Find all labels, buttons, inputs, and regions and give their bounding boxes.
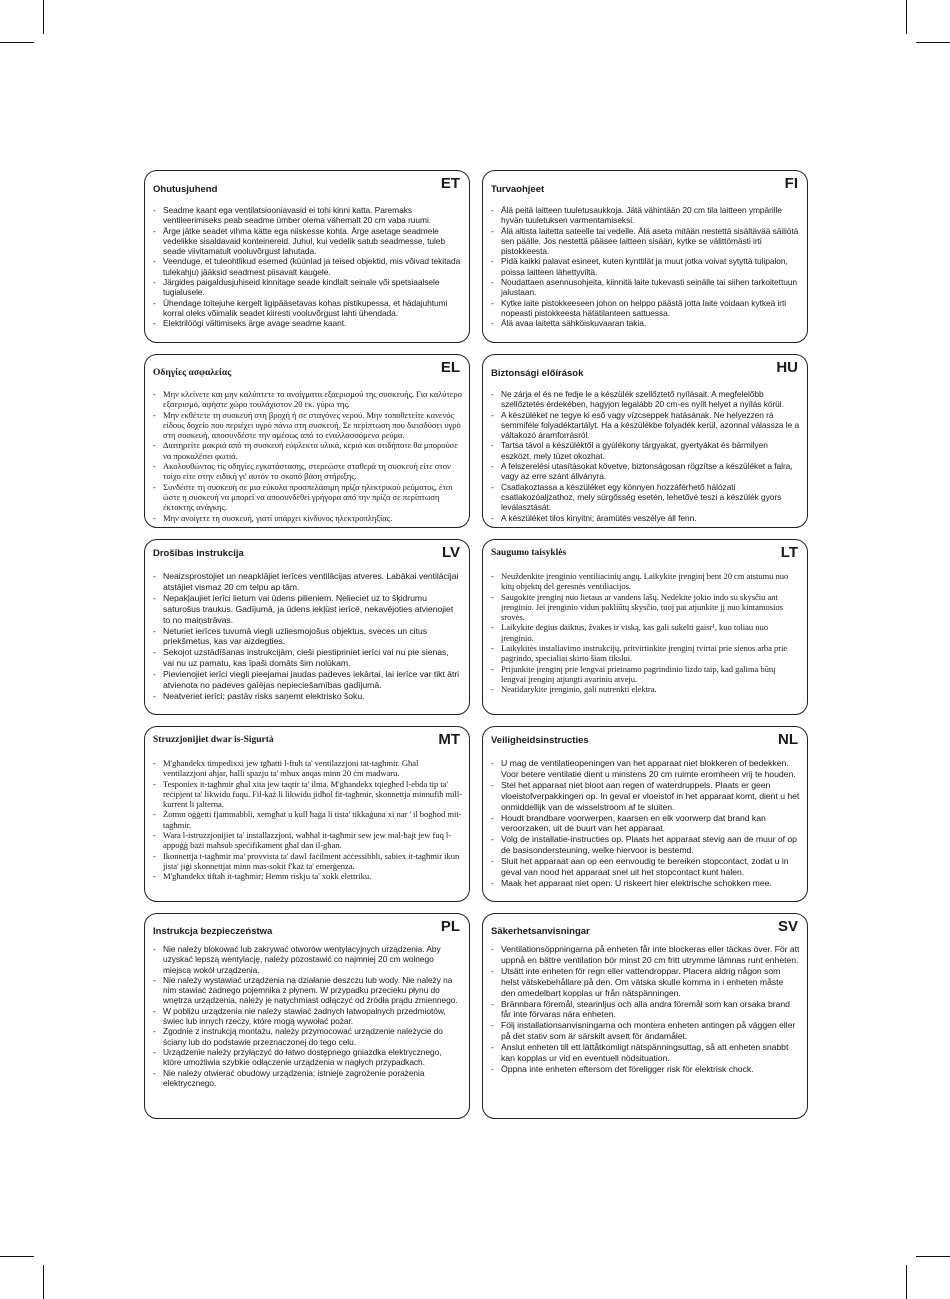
instruction-item: - A felszerelési utasításokat követve, biztonságosan rögzítse a készüléket a falra, vagy az erre szánt állványra. <box>490 461 800 482</box>
instruction-list <box>490 389 800 523</box>
instruction-item: - Prijunkite įrenginį prie lengvai prieinamo pagrindinio lizdo taip, kad galima būtų lengvai įrenginį atjungti avariniu atveju. <box>490 664 800 685</box>
instruction-item: - Ventilationsöppningarna på enheten får inte blockeras eller täckas över. För att uppnå en bättre ventilation bör minst 20 cm fritt utrymme lämnas runt enheten. <box>490 944 800 966</box>
instruction-item: - Μην εκθέτετε τη συσκευή στη βροχή ή σε σταγόνες νερού. Μην τοποθετείτε κανενός είδους δοχείο που περιέχει υγρό πάνω στη συσκευή. Σε περίπτωση που διεισδύσει υγρό στη συσκευή, αποσυνδέστε την αμέσως από το εναλλασσόμενο ρεύμα. <box>152 410 462 441</box>
section-title: Struzzjonijiet dwar is-Sigurtà <box>153 735 274 745</box>
instruction-list <box>152 758 462 882</box>
instruction-list <box>152 944 462 1088</box>
instruction-item: - Stel het apparaat niet bloot aan regen of waterdruppels. Plaats er geen vloeistofverpakkingen op. In geval er vloeistof in het apparaat komt, dient u het onmiddellijk van de wisselstroom af te sluiten. <box>490 780 800 813</box>
instruction-item: - Noudattaen asennusohjeita, kiinnitä laite tukevasti seinälle tai siihen tarkoitettuun jalustaan. <box>490 277 800 298</box>
instruction-item: - Tesponiex it-tagħmir għal xita jew taqtir ta' ilma. M'għandekx tqiegħed l-ebda tip ta' reċipjent ta' likwidu fuqu. Fil-każ li likwidu jidħol fit-tagħmir, skonnettja minnufiħ mill-kurrent li jalterna. <box>152 779 462 810</box>
instruction-item: - Neaizsprostojiet un neapklājiet ierīces ventilācijas atveres. Labākai ventilācijai atstājiet vismaz 20 cm telpu ap tām. <box>152 571 462 593</box>
instruction-list <box>490 944 800 1075</box>
instruction-item: - Pidä kaikki palavat esineet, kuten kynttilät ja muut jotka voivat sytyttä tulipalon, poissa laitteen lähettyviltä. <box>490 256 800 277</box>
section-lt <box>482 539 808 715</box>
instruction-item: - Sluit het apparaat aan op een eenvoudig te bereiken stopcontact, zodat u in geval van nood het apparaat snel uit het stopcontact kunt halen. <box>490 856 800 878</box>
instruction-list <box>152 571 462 702</box>
language-code: LT <box>780 544 798 561</box>
section-hu <box>482 354 808 528</box>
instruction-item: - Elektrilöögi vältimiseks ärge avage seadme kaant. <box>152 318 462 328</box>
instruction-item: - Nie należy wystawiać urządzenia na działanie deszczu lub wody. Nie należy na nim stawiać żadnego pojemnika z płynem. W przypadku przecieku płynu do wnętrza urządzenia, należy je natychmiast odłączyć od źródła prądu zmiennego. <box>152 975 462 1006</box>
instruction-item: - Neatveriet ierīci; pastāv risks saņemt elektrisko šoku. <box>152 691 462 702</box>
instruction-item: - Συνδέστε τη συσκευή σε μια εύκολα προσπελάσιμη πρίζα ηλεκτρικού ρεύματος, έτσι ώστε η συσκευή να μπορεί να αποσυνδεθεί γρήγορα από την πρίζα σε περίπτωση έκτακτης ανάγκης. <box>152 482 462 513</box>
instruction-item: - Wara l-istruzzjonijiet ta' installazzjoni, waħħal it-tagħmir sew jew mal-ħajt jew fuq l-appoġġ bażi maħsub speċifikament għal dan il-għan. <box>152 830 462 851</box>
instruction-item: - Żomm oġġetti fjammabbli, xemgħat u kull ħaġa li tista' tikkaġuna xi nar ' il bogħod mit-tagħmir. <box>152 809 462 830</box>
instruction-item: - Zgodnie z instrukcją montażu, należy przymocować urządzenie należycie do ściany lub do podstawie przeznaczonej do tego celu. <box>152 1026 462 1047</box>
instruction-item: - Διατηρείτε μακριά από τη συσκευή εύφλεκτα υλικά, κεριά και οτιδήποτε θα μπορούσε να προκαλέσει φωτιά. <box>152 440 462 461</box>
crop-mark-top-right-horizontal <box>916 42 950 43</box>
instruction-item: - Maak het apparaat niet open. U riskeert hier elektrische schokken mee. <box>490 878 800 889</box>
instruction-item: - Μην κλείνετε και μην καλύπτετε τα ανοίγματα εξαερισμού της συσκευής. Για καλύτερο εξαερισμό, αφήστε χώρο τουλάχιστον 20 εκ. γύρω της. <box>152 389 462 410</box>
instruction-item: - A készüléket tilos kinyitni; áramütés veszélye áll fenn. <box>490 513 800 523</box>
section-lv <box>144 539 470 715</box>
section-sv <box>482 913 808 1119</box>
instruction-item: - Älä avaa laitetta sähköiskuvaaran takia. <box>490 318 800 328</box>
section-title: Turvaohjeet <box>491 184 545 195</box>
instruction-item: - Csatlakoztassa a készüléket egy könnyen hozzáférhető hálózati csatlakozóaljzathoz, mely sürgősség esetén, lehetővé teszi a készülék gyors leválasztását. <box>490 482 800 513</box>
instruction-item: - Tartsa távol a készüléktől a gyúlékony tárgyakat, gyertyákat és bármilyen eszközt, mely tüzet okozhat. <box>490 440 800 461</box>
section-header <box>490 544 800 570</box>
instruction-item: - U mag de ventilatieopeningen van het apparaat niet blokkeren of bedekken. Voor betere ventilatie dient u minstens 20 cm ruimte eromheen vrij te houden. <box>490 758 800 780</box>
section-title: Saugumo taisyklės <box>491 548 567 558</box>
section-title: Instrukcja bezpieczeństwa <box>153 926 273 937</box>
instruction-item: - Μην ανοίγετε τη συσκευή, γιατί υπάρχει κίνδυνος ηλεκτροπληξίας. <box>152 513 462 523</box>
instruction-item: - A készüléket ne tegye ki eső vagy vízcseppek hatásának. Ne helyezzen rá semmiféle folyadéktartályt. Ha a készülékbe folyadék kerül, azonnal válassza le a váltakozó áramforrásról. <box>490 410 800 441</box>
instruction-list <box>490 205 800 329</box>
instruction-item: - Neuždenkite įrenginio ventiliacinių angų. Laikykite įrenginį bent 20 cm atstumu nuo kitų objektų del geresnės ventiliacijos. <box>490 571 800 592</box>
section-header <box>152 544 462 570</box>
language-code: MT <box>438 731 460 748</box>
instruction-item: - Laikykitės instaliavimo instrukcijų, pritvirtinkite įrenginį tvirtai prie sienos arba prie pagrindo, specialiai skirto šiam tikslui. <box>490 643 800 664</box>
crop-mark-bottom-right-vertical <box>906 1265 907 1299</box>
instruction-item: - Veenduge, et tuleohtlikud esemed (küünlad ja teised objektid, mis võivad tekitada tulekahju) jääksid seadmest piisavalt kaugele. <box>152 256 462 277</box>
section-nl <box>482 726 808 902</box>
section-header <box>490 731 800 757</box>
crop-mark-bottom-left-horizontal <box>0 1256 34 1257</box>
section-title: Veiligheidsinstructies <box>491 735 589 746</box>
section-title: Biztonsági előírások <box>491 368 584 379</box>
section-pl <box>144 913 470 1119</box>
language-code: EL <box>440 359 460 376</box>
instruction-item: - Nepakļaujiet ierīci lietum vai ūdens pilieniem. Nelieciet uz to šķidrumu saturošus traukus. Gadījumā, ja ūdens iekļūst ierīcē, nekavējoties atvienojiet to no maiņstrāvas. <box>152 593 462 626</box>
section-title: Οδηγίες ασφαλείας <box>153 368 232 378</box>
instruction-list <box>152 389 462 523</box>
language-code: NL <box>778 731 798 748</box>
instruction-item: - Urządzenie należy przyłączyć do łatwo dostępnego gniazdka elektrycznego, które umożliwia szybkie odłączenie urządzenia w nagłych przypadkach. <box>152 1047 462 1068</box>
instruction-list <box>490 571 800 695</box>
section-header <box>152 918 462 944</box>
instruction-item: - Houdt brandbare voorwerpen, kaarsen en elk voorwerp dat brand kan veroorzaken, uit de buurt van het apparaat. <box>490 813 800 835</box>
instruction-item: - Älä peitä laitteen tuuletusaukkoja. Jätä vähintään 20 cm tila laitteen ympärille hyvän tuuletuksen varmentamiseksi. <box>490 205 800 226</box>
instruction-item: - Kytke laite pistokkeeseen johon on helppo päästä jotta laite voidaan kytkeä irti nopeasti pistokkeesta hätätilanteen sattuessa. <box>490 298 800 319</box>
section-et <box>144 170 470 343</box>
instruction-item: - Älä altista laitetta sateelle tai vedelle. Älä aseta mitään nestettä sisältävää säiliötä sen päälle. Jos nestettä pääsee laitteen sisään, kytke se välittömästi irti pistokkeesta. <box>490 226 800 257</box>
section-title: Säkerhetsanvisningar <box>491 926 590 937</box>
instruction-item: - Ne zárja el és ne fedje le a készülék szellőztető nyílásait. A megfelelőbb szellőztetés érdekében, hagyjon legalább 20 cm-es nyílt helyet a nyílás körül. <box>490 389 800 410</box>
instruction-item: - Brännbara föremål, stearinljus och alla andra föremål som kan orsaka brand får inte förvaras nära enheten. <box>490 999 800 1021</box>
language-code: PL <box>440 918 460 935</box>
instruction-item: - Nie należy otwierać obudowy urządzenia; istnieje zagrożenie porażenia elektrycznego. <box>152 1068 462 1089</box>
instruction-list <box>152 205 462 329</box>
section-header <box>152 175 462 201</box>
instruction-item: - Seadme kaant ega ventilatsiooniavasid ei tohi kinni katta. Paremaks ventileerimiseks peab seadme ümber olema vähemalt 20 cm vaba ruumi. <box>152 205 462 226</box>
instruction-item: - Ακολουθώντας τις οδηγίες εγκατάστασης, στερεώστε σταθερά τη συσκευή είτε στον τοίχο είτε στην ειδική γι' αυτόν το σκοπό βάση στήριξης. <box>152 461 462 482</box>
section-el <box>144 354 470 528</box>
crop-mark-top-right-vertical <box>906 0 907 34</box>
section-header <box>490 359 800 385</box>
section-header <box>152 731 462 757</box>
instruction-item: - Följ installationsanvisningarna och montera enheten antingen på väggen eller på det stativ som är särskilt avsett för ändamålet. <box>490 1020 800 1042</box>
instruction-item: - W pobliżu urządzenia nie należy stawiać żadnych łatwopalnych przedmiotów, świec lub innych rzeczy, które mogą wywołać pożar. <box>152 1006 462 1027</box>
instruction-item: - Laikykite degius daiktus, žvakes ir viską, kas gali sukelti gaisr¹, kuo toliau nuo įrenginio. <box>490 622 800 643</box>
instruction-list <box>490 758 800 889</box>
section-mt <box>144 726 470 902</box>
instruction-item: - Nie należy blokować lub zakrywać otworów wentylacyjnych urządzenia. Aby uzyskać lepszą wentylację, należy pozostawić co najmniej 20 cm wolnego miejsca wokół urządzenia. <box>152 944 462 975</box>
instruction-item: - Järgides paigaldusjuhiseid kinnitage seade kindlalt seinale või spetsiaalsele tugialusele. <box>152 277 462 298</box>
instruction-item: - Utsätt inte enheten för regn eller vattendroppar. Placera aldrig någon som helst vätskebehållare på den. Om vätska skulle komma in i enheten måste den omedelbart kopplas ur från nätspänningen. <box>490 966 800 999</box>
language-code: SV <box>777 918 798 935</box>
instruction-item: - Ikonnettja t-tagħmir ma' provvista ta' dawl faċilment aċċessibbli, sabiex it-tagħmir ikun jista' jiġi skonnettjat minn mas-sokit f'każ ta' emerġenza. <box>152 851 462 872</box>
crop-mark-bottom-left-vertical <box>43 1265 44 1299</box>
instruction-item: - Sekojot uzstādīšanas instrukcijām, cieši piestipriniet ierīci vai nu pie sienas, vai nu uz pamatu, kas īpaši domāts šim nolūkam. <box>152 647 462 669</box>
language-code: ET <box>440 175 460 192</box>
language-code: FI <box>784 175 798 192</box>
safety-instructions-grid <box>144 170 808 1119</box>
instruction-item: - M'għandekx timpedixxi jew tgħatti l-ftuħ ta' ventilazzjoni tat-tagħmir. Għal ventilazzjoni aħjar, ħalli spazju ta' mhux anqas minn 20 ċm madwaru. <box>152 758 462 779</box>
section-title: Ohutusjuhend <box>153 184 218 195</box>
crop-mark-bottom-right-horizontal <box>916 1256 950 1257</box>
section-header <box>490 175 800 201</box>
instruction-item: - Neatidarykite įrenginio, gali nutrenkti elektra. <box>490 684 800 694</box>
language-code: HU <box>776 359 798 376</box>
instruction-item: - Öppna inte enheten eftersom det föreligger risk för elektrisk chock. <box>490 1064 800 1075</box>
section-header <box>490 918 800 944</box>
section-title: Drošības instrukcija <box>153 548 244 559</box>
section-header <box>152 359 462 385</box>
instruction-item: - Ühendage toitejuhe kergelt ligipääsetavas kohas pistikupessa, et hädajuhtumi korral oleks võimalik seadet kiiresti vooluvõrgust lahti ühendada. <box>152 298 462 319</box>
instruction-item: - Neturiet ierīces tuvumā viegli uzliesmojošus objektus, sveces un citus priekšmetus, kas var aizdegties. <box>152 626 462 648</box>
instruction-item: - M'għandekx tiftaħ it-tagħmir; Hemm riskju ta' xokk elettriku. <box>152 871 462 881</box>
instruction-item: - Pievienojiet ierīci viegli pieejamai jaudas padeves iekārtai, lai ierīce var tikt ātri atvienota no padeves gaīējas nepieciešamības gadījumā. <box>152 669 462 691</box>
instruction-item: - Saugokite įrenginį nuo lietaus ar vandens lašų. Nedėkite jokio indo su skysčiu ant įrenginio. Jei įrenginio vidun pakliūtų skysčio, tuoj pat atjunkite jį nuo kintamosios srovės. <box>490 592 800 623</box>
instruction-item: - Ärge jätke seadet vihma kätte ega niiskesse kohta. Ärge asetage seadmele vedelikke sisaldavaid konteinereid. Juhul, kui vedelik satub seadmesse, tuleb seade viivitamatult vooluvõrgust lahutada. <box>152 226 462 257</box>
section-fi <box>482 170 808 343</box>
instruction-item: - Volg de installatie-instructies op. Plaats het apparaat stevig aan de muur of op de basisondersteuning, welke hiervoor is bestemd. <box>490 834 800 856</box>
instruction-item: - Anslut enheten till ett lättåtkomligt nätspänningsuttag, så att enheten snabbt kan kopplas ur vid en eventuell nödsituation. <box>490 1042 800 1064</box>
language-code: LV <box>441 544 460 561</box>
crop-mark-top-left-vertical <box>43 0 44 34</box>
crop-mark-top-left-horizontal <box>0 42 34 43</box>
